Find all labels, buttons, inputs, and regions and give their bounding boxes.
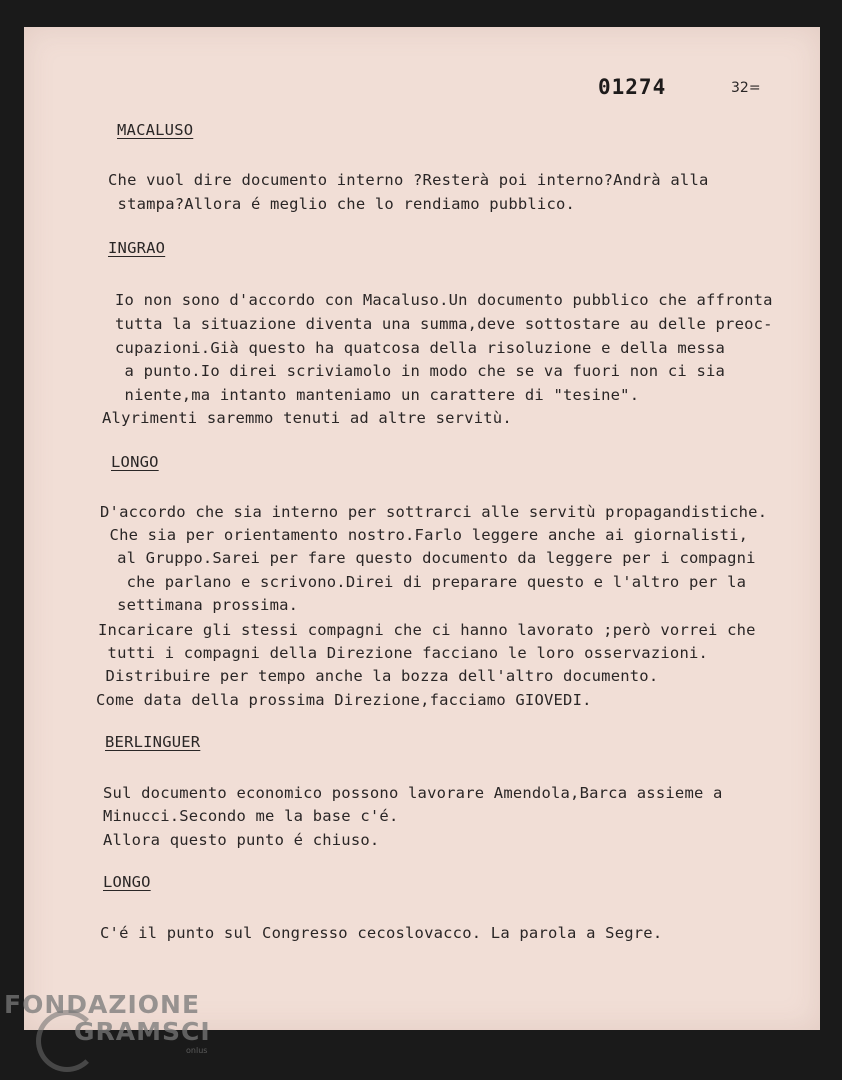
text-line: settimana prossima. xyxy=(98,596,299,614)
text-line: Incaricare gli stessi compagni che ci hanno lavorato ;però vorrei che xyxy=(98,621,756,639)
speaker-heading-berlinguer: BERLINGUER xyxy=(105,733,201,751)
fondazione-gramsci-watermark xyxy=(4,990,214,1080)
text-line: Che vuol dire documento interno ?Resterà poi interno?Andrà alla xyxy=(108,171,709,189)
text-line: Come data della prossima Direzione,facciamo GIOVEDI. xyxy=(96,691,592,709)
document-number: 01274 xyxy=(598,75,667,99)
text-line: cupazioni.Già questo ha quatcosa della risoluzione e della messa xyxy=(115,339,726,357)
text-line: Distribuire per tempo anche la bozza dell'altro documento. xyxy=(96,667,659,685)
text-line: che parlano e scrivono.Direi di preparare questo e l'altro per la xyxy=(98,573,747,591)
text-line: Che sia per orientamento nostro.Farlo leggere anche ai giornalisti, xyxy=(100,526,749,544)
text-line: tutti i compagni della Direzione facciano le loro osservazioni. xyxy=(98,644,709,662)
text-line: tutta la situazione diventa una summa,deve sottostare au delle preoc- xyxy=(115,315,773,333)
text-line: stampa?Allora é meglio che lo rendiamo pubblico. xyxy=(108,195,576,213)
text-line: Sul documento economico possono lavorare Amendola,Barca assieme a xyxy=(103,784,723,802)
typed-page xyxy=(24,27,820,1030)
text-line: Alyrimenti saremmo tenuti ad altre servitù. xyxy=(102,409,512,427)
text-line: C'é il punto sul Congresso cecoslovacco. La parola a Segre. xyxy=(100,924,663,942)
watermark-line1: FONDAZIONE xyxy=(4,990,201,1019)
speaker-heading-longo: LONGO xyxy=(111,453,159,471)
text-line: a punto.Io direi scriviamolo in modo che se va fuori non ci sia xyxy=(115,362,726,380)
speaker-heading-longo-2: LONGO xyxy=(103,873,151,891)
text-line: niente,ma intanto manteniamo un carattere di "tesine". xyxy=(115,386,640,404)
text-line: al Gruppo.Sarei per fare questo documento da leggere per i compagni xyxy=(98,549,756,567)
speaker-heading-ingrao: INGRAO xyxy=(108,239,166,257)
watermark-suffix: onlus xyxy=(186,1046,208,1055)
watermark-line2: GRAMSCI xyxy=(74,1017,211,1046)
text-line: Allora questo punto é chiuso. xyxy=(103,831,380,849)
text-line: Io non sono d'accordo con Macaluso.Un documento pubblico che affronta xyxy=(115,291,773,309)
text-line: D'accordo che sia interno per sottrarci alle servitù propagandistiche. xyxy=(100,503,768,521)
text-line: Minucci.Secondo me la base c'é. xyxy=(103,807,399,825)
page-number: 32= xyxy=(731,80,761,96)
speaker-heading-macaluso: MACALUSO xyxy=(117,121,194,139)
